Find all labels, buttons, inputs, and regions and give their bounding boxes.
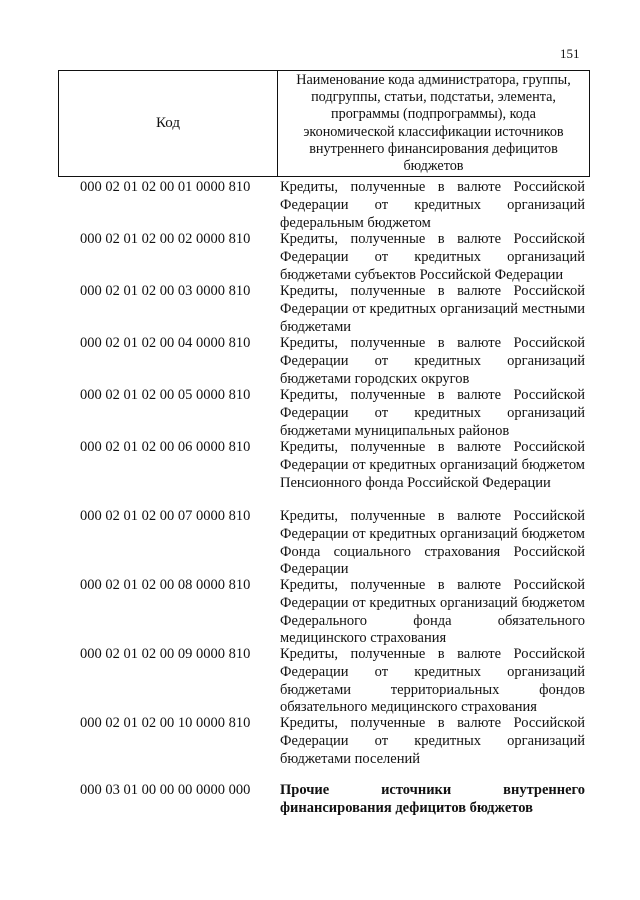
row-code: 000 02 01 02 00 07 0000 810 — [80, 508, 251, 524]
table-row — [0, 179, 640, 231]
table-row — [0, 782, 640, 826]
classification-list — [0, 179, 640, 826]
header-name-cell: Наименование кода администратора, группы, подгруппы, статьи, подстатьи, элемента, программы (подпрограммы), кода экономической классификации источников внутреннего финансирования дефицитов бюджетов — [296, 72, 571, 175]
page-number: 151 — [560, 46, 580, 61]
table-row — [0, 335, 640, 387]
table-row — [0, 387, 640, 439]
row-name: Кредиты, полученные в валюте Российской Федерации от кредитных организаций бюджетом Фонда социального страхования Российской Федерации — [280, 508, 585, 578]
table-header — [58, 70, 590, 177]
row-name: Кредиты, полученные в валюте Российской Федерации от кредитных организаций бюджетом Пенсионного фонда Российской Федерации — [280, 439, 585, 491]
row-code: 000 03 01 00 00 00 0000 000 — [80, 782, 251, 798]
row-name: Кредиты, полученные в валюте Российской Федерации от кредитных организаций бюджетами муниципальных районов — [280, 387, 585, 439]
row-code: 000 02 01 02 00 02 0000 810 — [80, 231, 251, 247]
row-name: Кредиты, полученные в валюте Российской Федерации от кредитных организаций бюджетами городских округов — [280, 335, 585, 387]
row-name: Прочие источники внутреннего финансирования дефицитов бюджетов — [280, 782, 585, 816]
row-code: 000 02 01 02 00 04 0000 810 — [80, 335, 251, 351]
table-row — [0, 715, 640, 782]
table-row — [0, 577, 640, 646]
row-code: 000 02 01 02 00 08 0000 810 — [80, 577, 251, 593]
row-code: 000 02 01 02 00 10 0000 810 — [80, 715, 251, 731]
row-code: 000 02 01 02 00 05 0000 810 — [80, 387, 251, 403]
table-row — [0, 283, 640, 335]
row-code: 000 02 01 02 00 03 0000 810 — [80, 283, 251, 299]
table-row — [0, 508, 640, 577]
row-name: Кредиты, полученные в валюте Российской Федерации от кредитных организаций бюджетами территориальных фондов обязательного медицинского страхования — [280, 646, 585, 716]
row-name: Кредиты, полученные в валюте Российской Федерации от кредитных организаций бюджетами субъектов Российской Федерации — [280, 231, 585, 283]
row-name: Кредиты, полученные в валюте Российской Федерации от кредитных организаций бюджетом Федерального фонда обязательного медицинского страхования — [280, 577, 585, 647]
table-row — [0, 439, 640, 508]
table-row — [0, 646, 640, 715]
table-row — [0, 231, 640, 283]
row-code: 000 02 01 02 00 09 0000 810 — [80, 646, 251, 662]
row-name: Кредиты, полученные в валюте Российской Федерации от кредитных организаций бюджетами поселений — [280, 715, 585, 767]
row-code: 000 02 01 02 00 01 0000 810 — [80, 179, 251, 195]
row-name: Кредиты, полученные в валюте Российской Федерации от кредитных организаций местными бюджетами — [280, 283, 585, 335]
row-code: 000 02 01 02 00 06 0000 810 — [80, 439, 251, 455]
header-code-cell: Код — [59, 71, 278, 176]
row-name: Кредиты, полученные в валюте Российской Федерации от кредитных организаций федеральным бюджетом — [280, 179, 585, 231]
